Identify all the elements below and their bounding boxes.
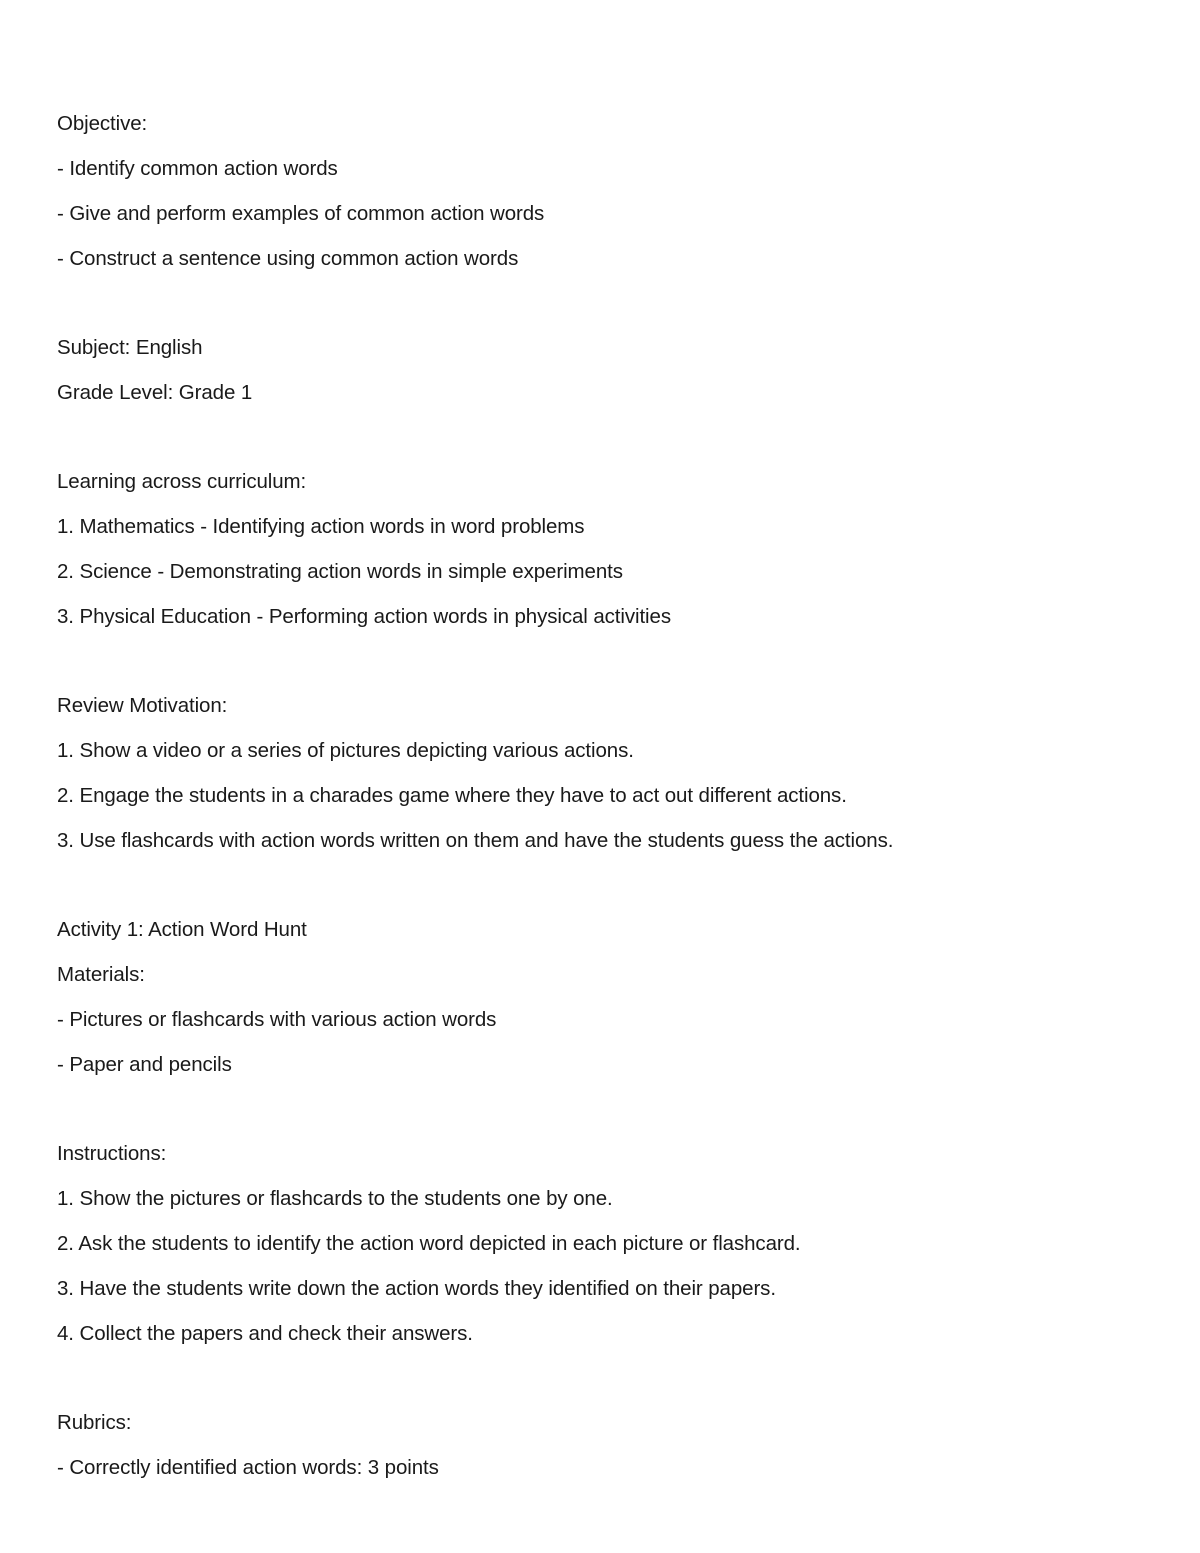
objective-heading: Objective:	[57, 112, 148, 135]
activity-1-section	[57, 907, 1157, 1087]
instructions-item: 1. Show the pictures or flashcards to the students one by one.	[57, 1187, 613, 1210]
instructions-item: 4. Collect the papers and check their answers.	[57, 1322, 473, 1345]
subject-grade-section	[57, 325, 1157, 415]
blank-line	[57, 1087, 1157, 1131]
curriculum-item: 3. Physical Education - Performing action words in physical activities	[57, 605, 671, 628]
materials-heading: Materials:	[57, 963, 145, 986]
materials-item: - Paper and pencils	[57, 1053, 232, 1076]
rubrics-heading: Rubrics:	[57, 1411, 132, 1434]
review-motivation-item: 1. Show a video or a series of pictures depicting various actions.	[57, 739, 634, 762]
review-motivation-section	[57, 683, 1157, 863]
objective-item: - Give and perform examples of common action words	[57, 202, 545, 225]
learning-across-curriculum-section	[57, 459, 1157, 639]
curriculum-item: 1. Mathematics - Identifying action words in word problems	[57, 515, 585, 538]
review-motivation-item: 2. Engage the students in a charades game where they have to act out different actions.	[57, 784, 847, 807]
curriculum-heading: Learning across curriculum:	[57, 470, 307, 493]
curriculum-item: 2. Science - Demonstrating action words in simple experiments	[57, 560, 623, 583]
rubrics-section	[57, 1400, 1157, 1490]
blank-line	[57, 863, 1157, 907]
activity-title: Activity 1: Action Word Hunt	[57, 918, 307, 941]
objective-section	[57, 101, 1157, 281]
instructions-section	[57, 1131, 1157, 1356]
objective-item: - Construct a sentence using common action words	[57, 247, 519, 270]
blank-line	[57, 639, 1157, 683]
subject-line: Subject: English	[57, 336, 203, 359]
rubrics-item: - Correctly identified action words: 3 points	[57, 1456, 439, 1479]
review-motivation-item: 3. Use flashcards with action words written on them and have the students guess the actions.	[57, 829, 894, 852]
materials-item: - Pictures or flashcards with various action words	[57, 1008, 497, 1031]
blank-line	[57, 281, 1157, 325]
grade-level-line: Grade Level: Grade 1	[57, 381, 253, 404]
blank-line	[57, 1356, 1157, 1400]
document-page	[57, 101, 1157, 1490]
review-motivation-heading: Review Motivation:	[57, 694, 228, 717]
instructions-heading: Instructions:	[57, 1142, 167, 1165]
instructions-item: 2. Ask the students to identify the action word depicted in each picture or flashcard.	[57, 1232, 801, 1255]
objective-item: - Identify common action words	[57, 157, 338, 180]
instructions-item: 3. Have the students write down the action words they identified on their papers.	[57, 1277, 776, 1300]
blank-line	[57, 415, 1157, 459]
